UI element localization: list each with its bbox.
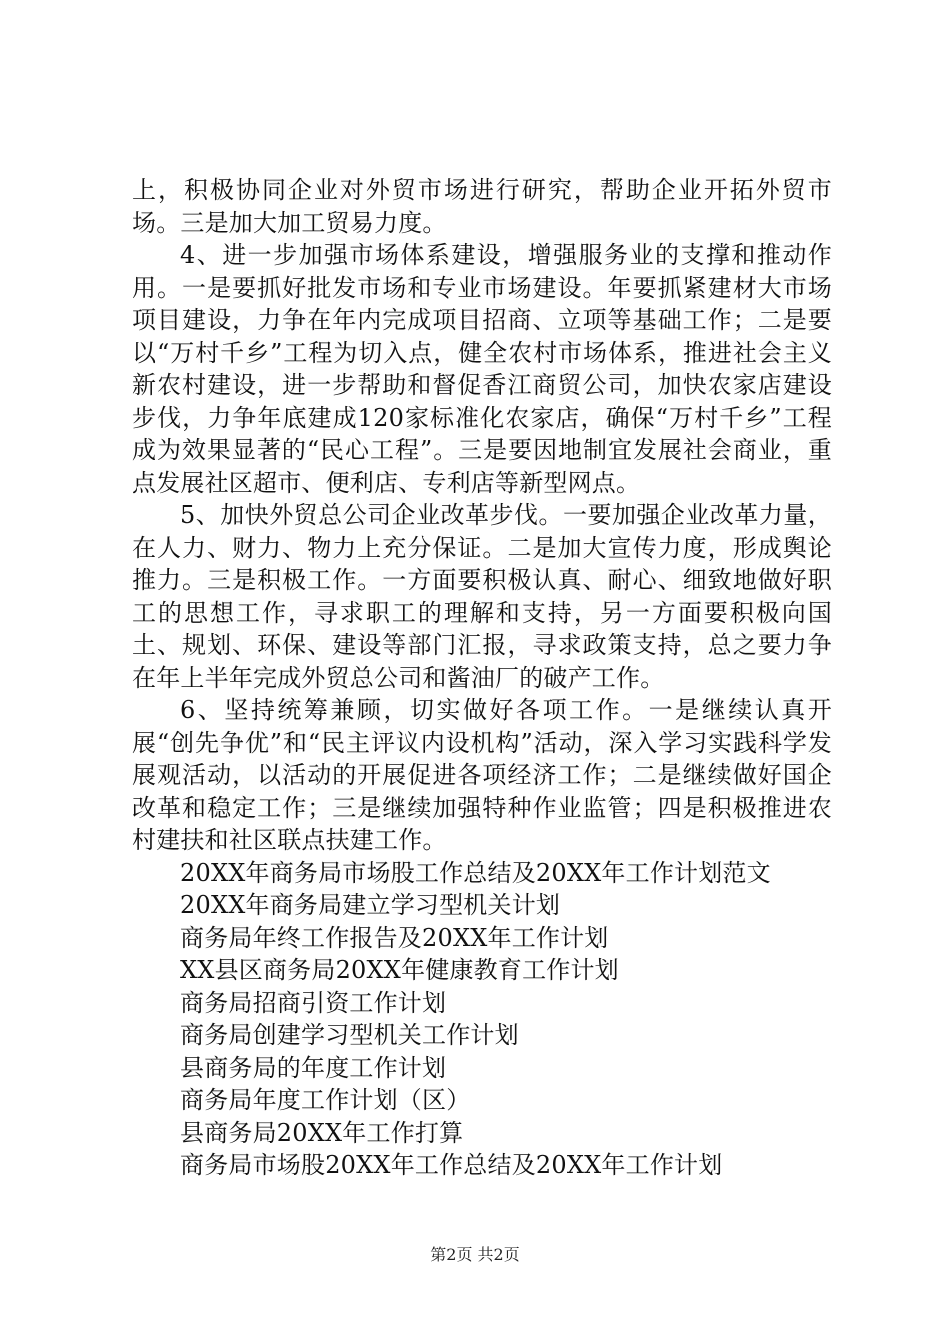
related-document-link[interactable]: 县商务局20XX年工作打算 [180,1118,464,1147]
page-footer: 第2页 共2页 [430,1245,520,1264]
paragraph-continuation: 上，积极协同企业对外贸市场进行研究，帮助企业开拓外贸市场。三是加大加工贸易力度。 [132,176,832,237]
related-document-link[interactable]: 20XX年商务局建立学习型机关计划 [180,891,561,919]
related-document-link[interactable]: 县商务局的年度工作计划 [180,1053,447,1082]
related-document-link[interactable]: 商务局招商引资工作计划 [180,988,447,1017]
document-body [132,174,832,1182]
related-document-link[interactable]: 商务局年终工作报告及20XX年工作计划 [180,923,609,952]
related-document-link[interactable]: 20XX年商务局市场股工作总结及20XX年工作计划范文 [180,858,771,887]
related-document-link[interactable]: 商务局年度工作计划（区） [180,1086,471,1114]
paragraph-item-5: 5、加快外贸总公司企业改革步伐。一要加强企业改革力量，在人力、财力、物力上充分保证。二是加大宣传力度，形成舆论推力。三是积极工作。一方面要积极认真、耐心、细致地做好职工的思想工作，寻求职工的理解和支持，另一方面要积极向国土、规划、环保、建设等部门汇报，寻求政策支持，总之要力争在年上半年完成外贸总公司和酱油厂的破产工作。 [132,501,832,692]
paragraph-item-6: 6、坚持统筹兼顾，切实做好各项工作。一是继续认真开展“创先争优”和“民主评议内设机构”活动，深入学习实践科学发展观活动，以活动的开展促进各项经济工作；二是继续做好国企改革和稳定工作；三是继续加强特种作业监管；四是积极推进农村建扶和社区联点扶建工作。 [132,696,832,854]
related-document-link[interactable]: 商务局创建学习型机关工作计划 [180,1021,519,1049]
paragraph-item-4: 4、进一步加强市场体系建设，增强服务业的支撑和推动作用。一是要抓好批发市场和专业市场建设。年要抓紧建材大市场项目建设，力争在年内完成项目招商、立项等基础工作；二是要以“万村千乡”工程为切入点，健全农村市场体系，推进社会主义新农村建设，进一步帮助和督促香江商贸公司，加快农家店建设步伐，力争年底建成120家标准化农家店，确保“万村千乡”工程成为效果显著的“民心工程”。三是要因地制宜发展社会商业，重点发展社区超市、便利店、专利店等新型网点。 [132,241,832,497]
related-document-link[interactable]: 商务局市场股20XX年工作总结及20XX年工作计划 [180,1151,723,1179]
related-documents-list [132,857,832,1182]
related-document-link[interactable]: XX县区商务局20XX年健康教育工作计划 [180,956,619,984]
